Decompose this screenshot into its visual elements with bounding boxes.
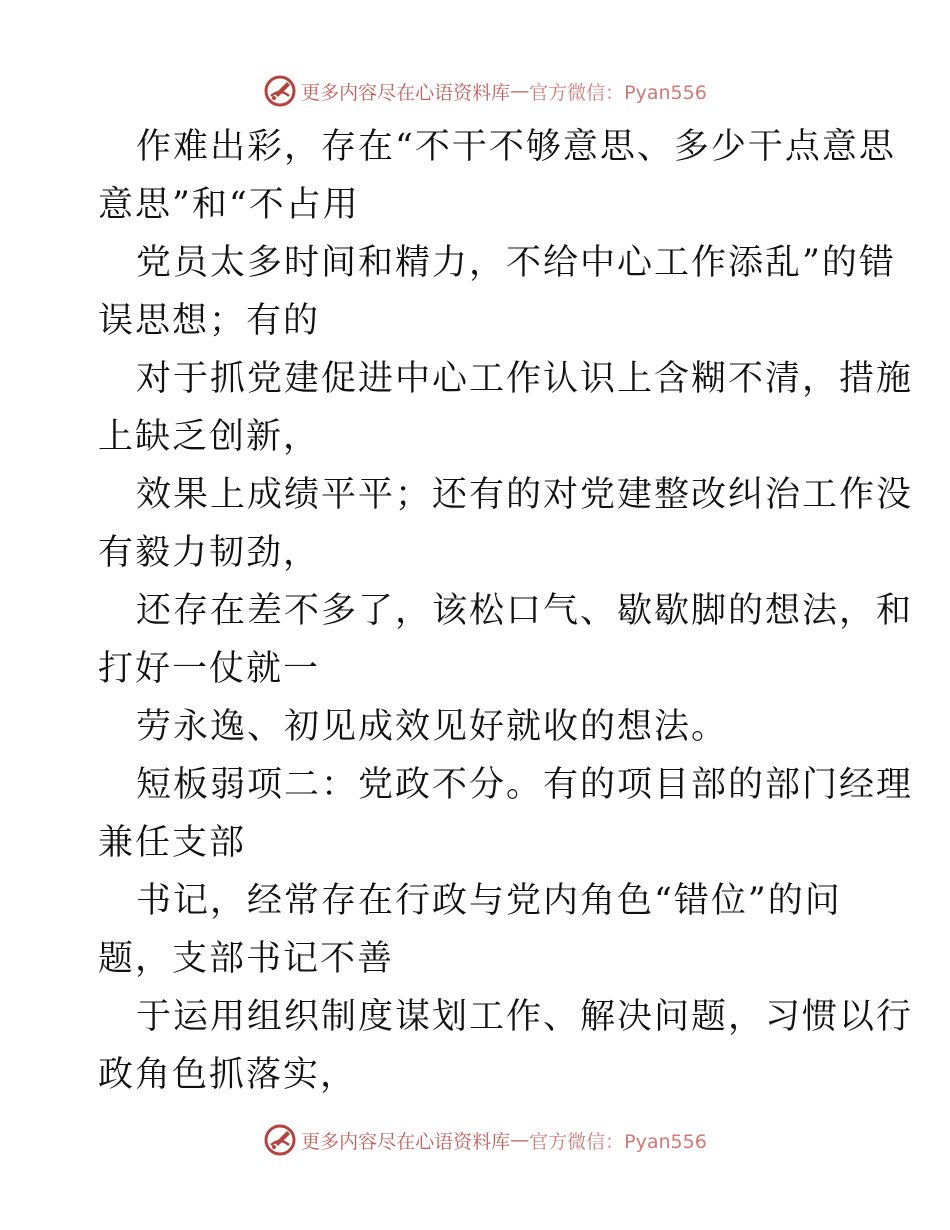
body-line: 书记，经常存在行政与党内角色“错位”的问 bbox=[136, 881, 842, 921]
body-line: 还存在差不多了，该松口气、歇歇脚的想法，和 bbox=[136, 591, 914, 631]
book-pen-logo-icon bbox=[263, 74, 297, 108]
body-line: 作难出彩，存在“不干不够意思、多少干点意思 bbox=[136, 127, 896, 167]
footer-banner-content bbox=[263, 1123, 707, 1157]
document-body bbox=[98, 118, 914, 1104]
footer-brand-text: 更多内容尽在心语资料库 bbox=[301, 1130, 511, 1153]
header-banner-content bbox=[263, 74, 707, 108]
body-line: 上缺乏创新， bbox=[98, 417, 321, 457]
body-line: 有毅力韧劲， bbox=[98, 533, 321, 573]
body-line: 效果上成绩平平；还有的对党建整改纠治工作没 bbox=[136, 475, 914, 515]
body-line: 兼任支部 bbox=[98, 823, 247, 863]
body-line: 短板弱项二：党政不分。有的项目部的部门经理 bbox=[136, 765, 914, 805]
header-wechat-text: 官方微信：Pyan556 bbox=[529, 81, 707, 104]
body-line: 党员太多时间和精力，不给中心工作添乱”的错 bbox=[136, 243, 896, 283]
body-line: 于运用组织制度谋划工作、解决问题，习惯以行 bbox=[136, 997, 914, 1037]
header-banner bbox=[0, 71, 950, 111]
body-line: 对于抓党建促进中心工作认识上含糊不清，措施 bbox=[136, 359, 914, 399]
footer-separator: — bbox=[510, 1129, 530, 1151]
body-line: 误思想；有的 bbox=[98, 301, 321, 341]
body-line: 劳永逸、初见成效见好就收的想法。 bbox=[136, 707, 729, 747]
footer-banner bbox=[0, 1120, 950, 1160]
body-line: 题，支部书记不善 bbox=[98, 939, 395, 979]
footer-wechat-text: 官方微信：Pyan556 bbox=[529, 1130, 707, 1153]
body-line: 打好一仗就一 bbox=[98, 649, 321, 689]
body-line: 意思”和“不占用 bbox=[98, 185, 360, 225]
header-separator: — bbox=[510, 80, 530, 102]
book-pen-logo-icon bbox=[263, 1123, 297, 1157]
header-brand-text: 更多内容尽在心语资料库 bbox=[301, 81, 511, 104]
body-line: 政角色抓落实， bbox=[98, 1055, 358, 1095]
